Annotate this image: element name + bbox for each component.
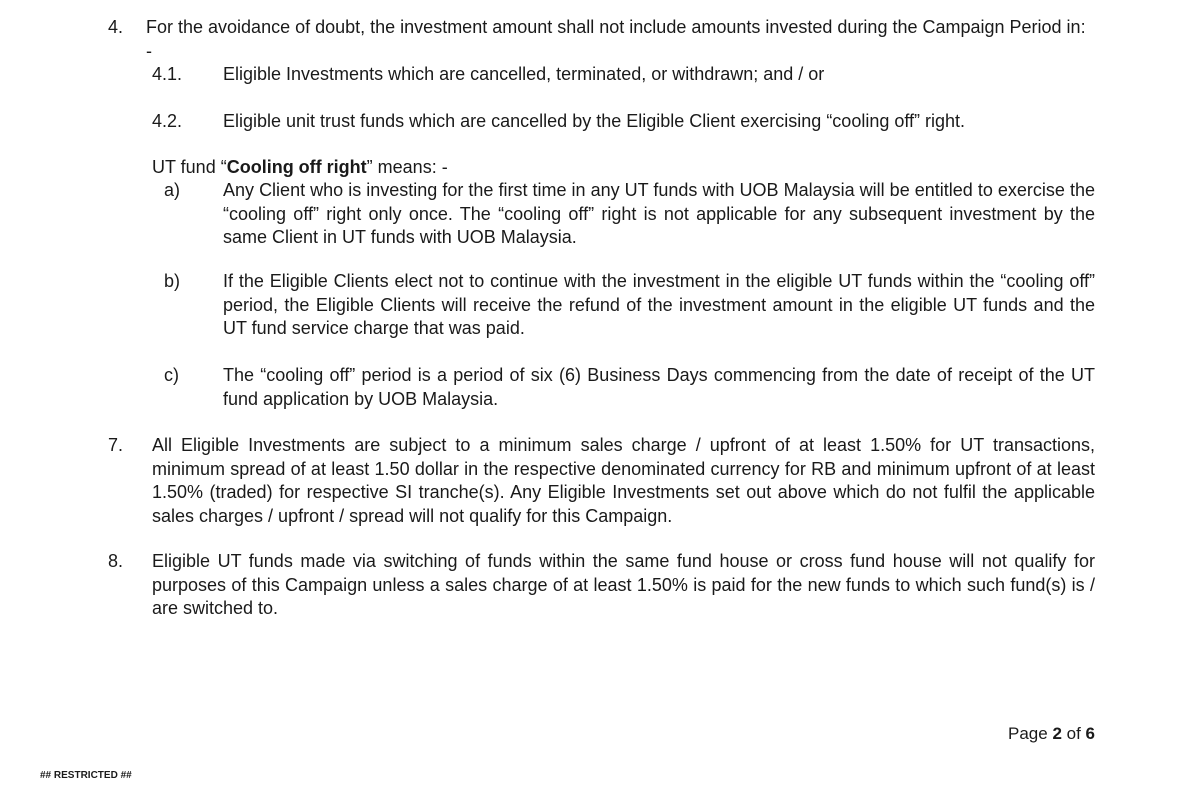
cooling-off-heading-term: Cooling off right [226,157,367,177]
clause-7-text: All Eligible Investments are subject to a minimum sales charge / upfront of at least 1.50% for UT transactions, minimum spread of at least 1.50 dollar in the respective denominated currency for RB and minimum upfront of at least 1.50% (traded) for respective SI tranche(s). Any Eligible Investments set out above which do not fulfil the applicable sales charges / upfront / spread will not qualify for this Campaign. [152,435,1095,526]
page-prefix: Page [1008,724,1053,743]
page-middle: of [1061,724,1086,743]
cooling-off-definition-heading [152,156,852,180]
clause-8-text: Eligible UT funds made via switching of funds within the same fund house or cross fund house will not qualify for purposes of this Campaign unless a sales charge of at least 1.50% is paid for the new funds to which such fund(s) is / are switched to. [152,551,1095,618]
clause-4-number: 4. [108,17,124,37]
page-number [1008,722,1095,746]
cooling-item-b-text: If the Eligible Clients elect not to continue with the investment in the eligible UT funds within the “cooling off” period, the Eligible Clients will receive the refund of the investment amount in the eligible UT funds and the UT fund service charge that was paid. [223,271,1095,338]
clause-4-text: For the avoidance of doubt, the investment amount shall not include amounts invested during the Campaign Period in: - [146,17,1086,61]
cooling-item-c-number: c) [164,365,179,385]
clause-8-number: 8. [108,551,124,571]
classification-label: ## RESTRICTED ## [40,770,132,781]
cooling-item-a-number: a) [164,180,181,200]
page-total: 6 [1085,724,1095,743]
page-current: 2 [1052,724,1062,743]
cooling-off-heading-prefix: UT fund “ [152,157,227,177]
cooling-item-b-number: b) [164,271,181,291]
cooling-off-heading-suffix: ” means: - [366,157,448,177]
clause-7-number: 7. [108,435,124,455]
clause-4-1-number: 4.1. [152,64,183,84]
cooling-item-c-text: The “cooling off” period is a period of six (6) Business Days commencing from the date of receipt of the UT fund application by UOB Malaysia. [223,365,1095,409]
clause-4-2-text: Eligible unit trust funds which are cancelled by the Eligible Client exercising “cooling off” right. [223,111,966,131]
clause-4-2-number: 4.2. [152,111,183,131]
cooling-item-a-text: Any Client who is investing for the first time in any UT funds with UOB Malaysia will be entitled to exercise the “cooling off” right only once. The “cooling off” right is not applicable for any subsequent investment by the same Client in UT funds with UOB Malaysia. [223,180,1095,247]
clause-4-1-text: Eligible Investments which are cancelled, terminated, or withdrawn; and / or [223,64,825,84]
